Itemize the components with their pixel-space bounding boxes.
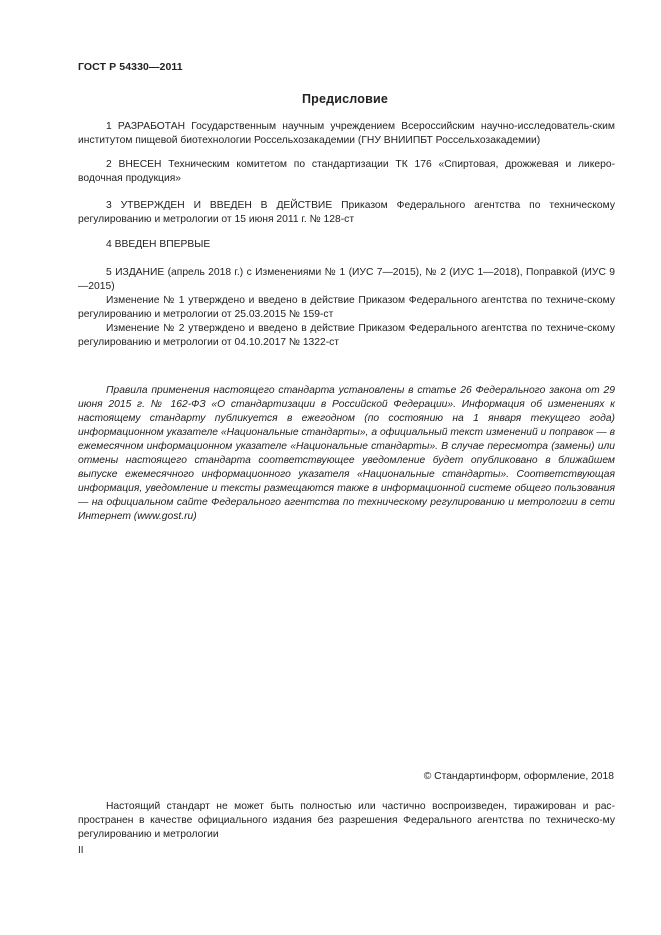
- section-3: [78, 199, 615, 227]
- section-3-text: 3 УТВЕРЖДЕН И ВВЕДЕН В ДЕЙСТВИЕ Приказом Федерального агентства по техническому регулированию и метрологии от 15 июня 2011 г. № 128-ст: [78, 200, 615, 225]
- section-5: [78, 266, 615, 350]
- copyright-line: © Стандартинформ, оформление, 2018: [423, 771, 614, 782]
- section-4-text: 4 ВВЕДЕН ВПЕРВЫЕ: [106, 239, 211, 250]
- page-title: Предисловие: [301, 92, 389, 106]
- section-1-text: 1 РАЗРАБОТАН Государственным научным учреждением Всероссийским научно-исследователь-ским институтом пищевой биотехнологии Россельхозакадемии (ГНУ ВНИИПБТ Россельхозакадемии): [78, 121, 615, 146]
- reproduction-notice: Настоящий стандарт не может быть полностью или частично воспроизведен, тиражирован и рас-пространен в качестве официального издания без разрешения Федерального агентства по техническо-му регулированию и метрологии: [78, 801, 615, 840]
- section-2-text: 2 ВНЕСЕН Техническим комитетом по стандартизации ТК 176 «Спиртовая, дрожжевая и ликеро-водочная продукция»: [78, 159, 615, 184]
- section-1: [78, 120, 615, 148]
- section-5-text: 5 ИЗДАНИЕ (апрель 2018 г.) с Изменениями № 1 (ИУС 7—2015), № 2 (ИУС 1—2018), Поправкой (ИУС 9—2015): [78, 267, 615, 292]
- usage-rules-notice: Правила применения настоящего стандарта установлены в статье 26 Федерального закона от 29 июня 2015 г. № 162-ФЗ «О стандартизации в Российской Федерации». Информация об изменениях к настоящему стандарту публикуется в ежегодном (по состоянию на 1 января текущего года) информационном указателе «Национальные стандарты», а официальный текст изменений и поправок — в ежемесячном информационном указателе «Национальные стандарты». В случае пересмотра (замены) или отмены настоящего стандарта соответствующее уведомление будет опубликовано в ближайшем выпуске ежемесячного информационного указателя «Национальные стандарты». Соответствующая информация, уведомление и тексты размещаются также в информационной системе общего пользования — на официальном сайте Федерального агентства по техническому регулированию и метрологии в сети Интернет (www.gost.ru): [78, 385, 615, 522]
- section-5-change-2: Изменение № 2 утверждено и введено в действие Приказом Федерального агентства по техниче-скому регулированию и метрологии от 04.10.2017 № 1322-ст: [78, 323, 615, 348]
- section-4: [78, 238, 615, 252]
- section-2: [78, 158, 615, 186]
- section-5-change-1: Изменение № 1 утверждено и введено в действие Приказом Федерального агентства по техниче-скому регулированию и метрологии от 25.03.2015 № 159-ст: [78, 295, 615, 320]
- page-number: II: [78, 845, 84, 856]
- standard-code: ГОСТ Р 54330—2011: [78, 61, 183, 73]
